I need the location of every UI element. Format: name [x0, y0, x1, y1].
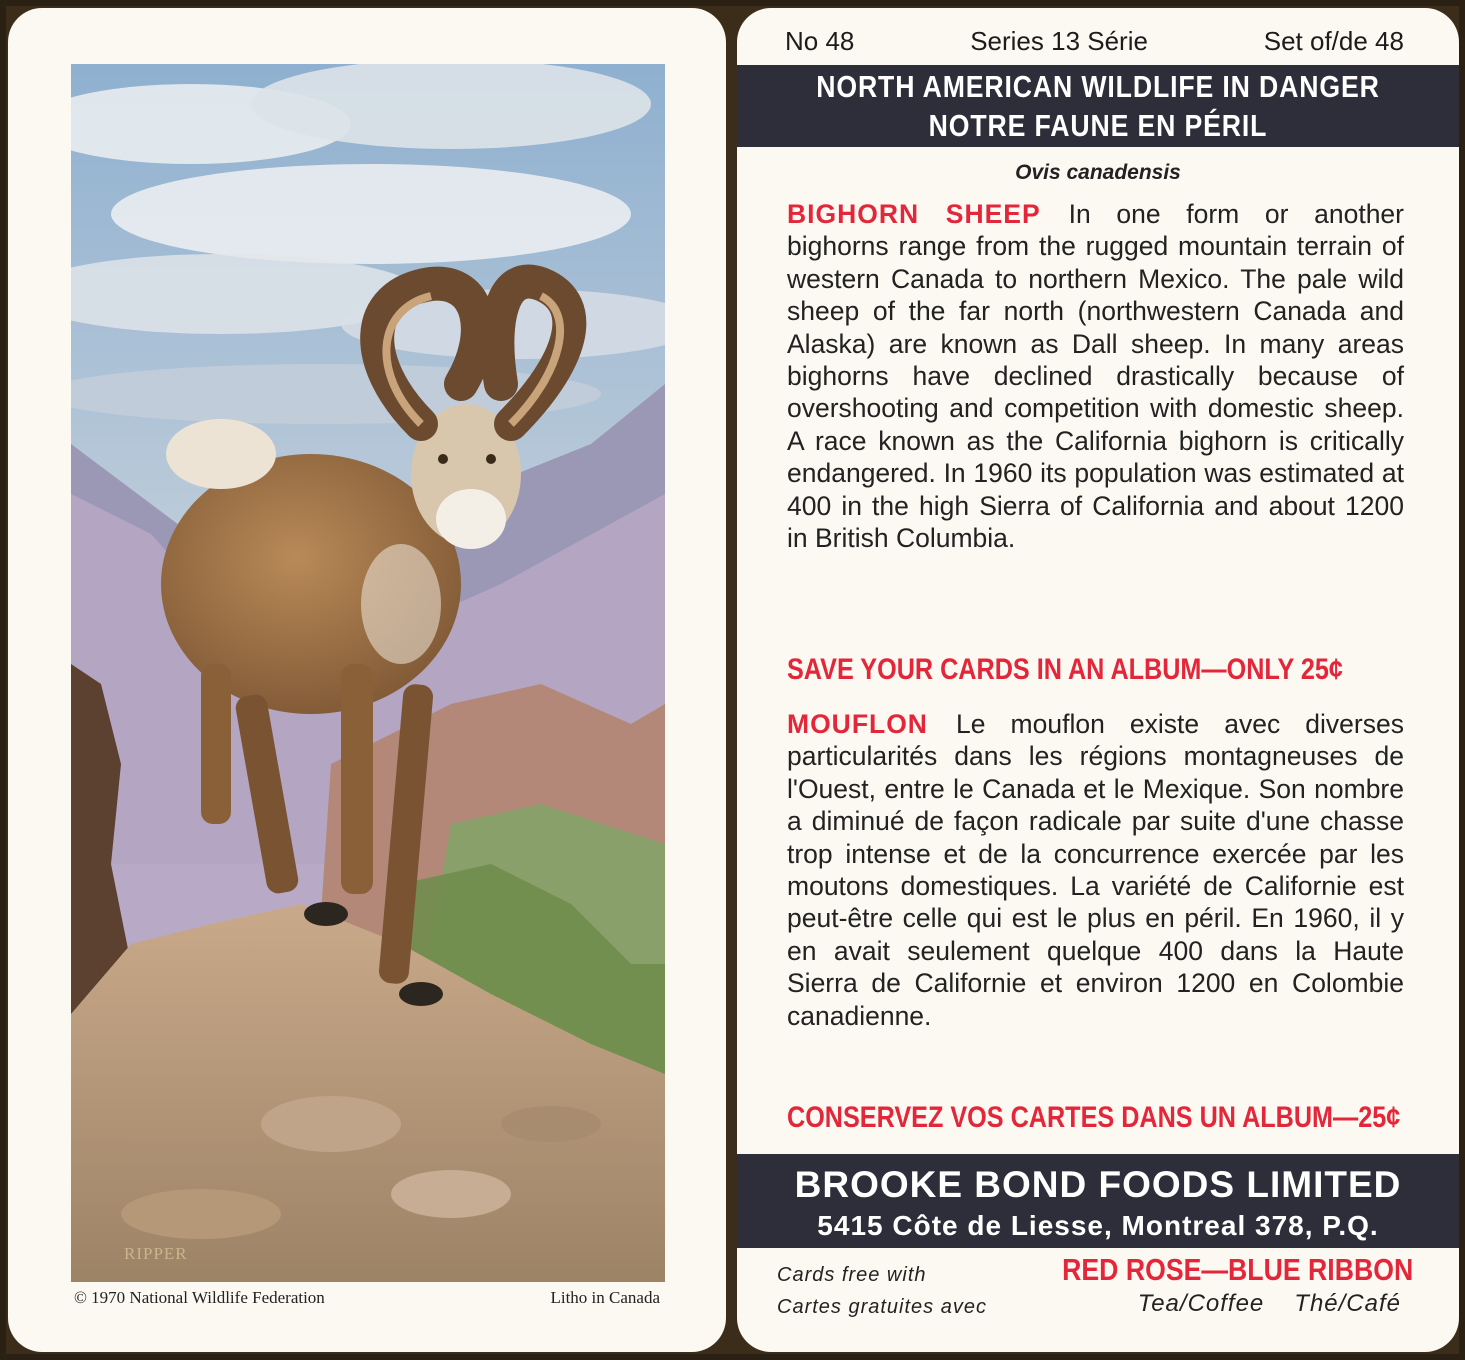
latin-name: Ovis canadensis: [1015, 161, 1181, 184]
french-description: [787, 708, 1404, 1032]
english-heading: BIGHORN SHEEP: [787, 199, 1041, 229]
brands-text: RED ROSE—BLUE RIBBON: [1061, 1252, 1413, 1287]
card-number: No 48: [785, 26, 855, 56]
brands: [1005, 1252, 1413, 1288]
set-label: Set of/de 48: [1263, 26, 1404, 56]
litho-text: Litho in Canada: [550, 1288, 660, 1307]
card-meta-row: [785, 26, 1404, 57]
album-promo-french: [787, 1101, 1404, 1135]
french-body: Le mouflon existe avec diverses particularités dans les régions montagneuses de l'Ouest, entre le Canada et le Mexique. Son nombre a diminué de façon radicale par suite d'une chasse trop intense et de la concurrence exercée par les moutons domestiques. La variété de Californie est peut-être celle qui est le plus en péril. En 1960, il y en avait seulement quelque 400 dans la Haute Sierra de Californie et environ 1200 en Colombie canadienne.: [787, 709, 1404, 1031]
album-promo-english-text: SAVE YOUR CARDS IN AN ALBUM—ONLY 25¢: [787, 653, 1343, 686]
title-english: NORTH AMERICAN WILDLIFE IN DANGER: [816, 69, 1380, 104]
series-label: Series 13 Série: [970, 26, 1148, 56]
title-band: [737, 65, 1459, 147]
copyright-text: © 1970 National Wildlife Federation: [74, 1288, 325, 1307]
bighorn-sheep-painting: [71, 64, 665, 1282]
album-promo-english: [787, 653, 1404, 687]
product-english: Tea/Coffee: [1137, 1290, 1265, 1317]
company-name: BROOKE BOND FOODS LIMITED: [794, 1164, 1402, 1205]
company-band: [737, 1154, 1459, 1248]
cards-free-english: Cards free with: [777, 1264, 927, 1286]
card-back: [737, 8, 1459, 1352]
cards-free-french: Cartes gratuites avec: [777, 1296, 987, 1318]
english-body: In one form or another bighorns range from the rugged mountain terrain of western Canada to northern Mexico. The pale wild sheep of the far north (northwestern Canada and Alaska) are known as Dall sheep. In many areas bighorns have declined drastically because of overshooting and competition with domestic sheep. A race known as the California bighorn is critically endangered. In 1960 its population was estimated at 400 in the high Sierra of California and about 1200 in British Columbia.: [787, 199, 1404, 554]
title-french: NOTRE FAUNE EN PÉRIL: [928, 108, 1268, 143]
english-description: [787, 198, 1404, 554]
card-front: [8, 8, 726, 1352]
product-french: Thé/Café: [1294, 1290, 1401, 1317]
company-address: 5415 Côte de Liesse, Montreal 378, P.Q.: [817, 1210, 1379, 1241]
album-promo-french-text: CONSERVEZ VOS CARTES DANS UN ALBUM—25¢: [787, 1101, 1401, 1134]
french-heading: MOUFLON: [787, 709, 928, 739]
artist-signature: RIPPER: [124, 1244, 188, 1263]
products: [1138, 1290, 1401, 1318]
